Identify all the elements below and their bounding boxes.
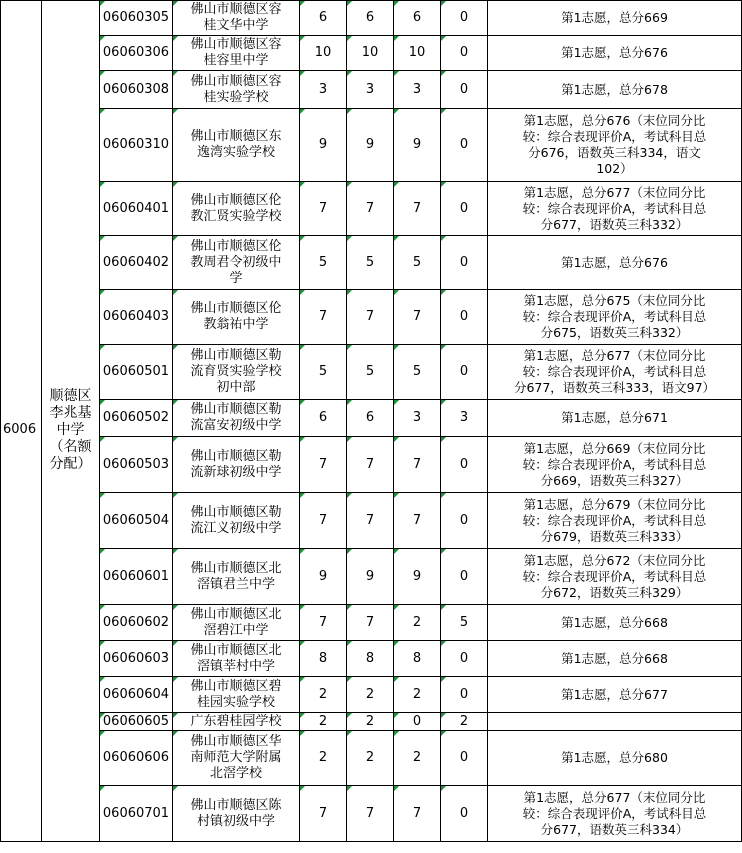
cell-line: 教周君令初级中 (190, 254, 282, 270)
school-name-cell[interactable] (173, 236, 300, 290)
plan-count-cell[interactable]: 10 (300, 36, 347, 71)
gap-count-cell[interactable]: 5 (441, 605, 488, 641)
school-code-cell[interactable]: 06060602 (100, 605, 173, 641)
admitted-count-cell[interactable]: 6 (347, 1, 394, 36)
cutoff-note-cell[interactable] (488, 605, 742, 641)
cutoff-note-cell[interactable] (488, 290, 742, 345)
school-code-cell[interactable]: 06060402 (100, 236, 173, 290)
cell-line: 第1志愿，总分671 (561, 410, 668, 425)
cell-line: 分677，语数英三科334） (540, 821, 689, 837)
admitted-count-cell[interactable]: 10 (347, 36, 394, 71)
table-row (1, 641, 742, 677)
school-name-cell[interactable] (173, 786, 300, 842)
cell-line: 第1志愿，总分679（末位同分比 (523, 496, 706, 512)
cell-line: 第1志愿，总分668 (561, 614, 668, 630)
filled-count-cell[interactable]: 5 (394, 345, 441, 400)
filled-count-cell[interactable]: 7 (394, 437, 441, 493)
school-name-cell[interactable] (173, 437, 300, 493)
cell-line: 滘镇君兰中学 (196, 576, 275, 592)
cell-line: 流新球初级中学 (190, 464, 282, 480)
cell-line: 中学 (56, 421, 85, 438)
plan-count-cell[interactable]: 6 (300, 400, 347, 437)
cell-line: 分676，语数英三科334，语文 (528, 145, 701, 160)
cell-line: 北滘学校 (209, 766, 262, 781)
gap-count-cell[interactable]: 0 (441, 236, 488, 290)
cutoff-note-cell[interactable] (488, 493, 742, 549)
cutoff-note-cell[interactable] (488, 36, 742, 71)
cutoff-note-cell[interactable] (488, 731, 742, 786)
district-name-cell[interactable] (42, 1, 100, 842)
cutoff-note-cell[interactable] (488, 549, 742, 605)
gap-count-cell[interactable]: 0 (441, 493, 488, 549)
cell-line: 教汇贤实验学校 (190, 208, 282, 224)
cell-line: 佛山市顺德区伦 (190, 238, 282, 254)
gap-count-cell[interactable]: 0 (441, 731, 488, 786)
cell-line: 分配） (49, 455, 92, 472)
table-row (1, 109, 742, 182)
cell-line: 佛山市顺德区勒 (190, 448, 282, 464)
cutoff-note-cell[interactable] (488, 236, 742, 290)
filled-count-cell[interactable]: 3 (394, 71, 441, 109)
cell-line: 第1志愿，总分669（末位同分比 (523, 440, 706, 456)
school-name-cell[interactable] (173, 71, 300, 109)
school-name-cell[interactable] (173, 36, 300, 71)
cell-line: 分672，语数英三科329） (540, 584, 689, 600)
filled-count-cell[interactable]: 9 (394, 549, 441, 605)
plan-count-cell[interactable]: 3 (300, 71, 347, 109)
cell-line: 滘镇莘村中学 (196, 658, 275, 674)
gap-count-cell[interactable]: 2 (441, 713, 488, 731)
filled-count-cell[interactable]: 7 (394, 493, 441, 549)
filled-count-cell[interactable]: 0 (394, 713, 441, 731)
admitted-count-cell[interactable]: 9 (347, 109, 394, 182)
plan-count-cell[interactable]: 5 (300, 236, 347, 290)
plan-count-cell[interactable]: 7 (300, 182, 347, 236)
cell-line: 分677，语数英三科332） (540, 216, 689, 232)
gap-count-cell[interactable]: 3 (441, 400, 488, 437)
district-code-cell[interactable]: 6006 (1, 1, 42, 842)
cell-line: 第1志愿，总分677 (561, 686, 668, 702)
cell-line: 第1志愿，总分672（末位同分比 (523, 552, 706, 568)
school-code-cell[interactable]: 06060605 (100, 713, 173, 731)
filled-count-cell[interactable]: 6 (394, 1, 441, 36)
table-row (1, 236, 742, 290)
cutoff-note-cell[interactable] (488, 1, 742, 36)
cell-line: 初中部 (216, 380, 256, 395)
school-code-cell[interactable]: 06060501 (100, 345, 173, 400)
cell-line: （名额 (49, 438, 92, 455)
cell-line: 佛山市顺德区东 (190, 129, 282, 144)
cell-line: 佛山市顺德区容 (190, 37, 282, 52)
table-row (1, 786, 742, 842)
cell-line: 佛山市顺德区伦 (190, 301, 282, 316)
cell-line: 第1志愿，总分680 (561, 750, 668, 765)
table-row (1, 1, 742, 36)
cell-line: 村镇初级中学 (196, 813, 275, 829)
cell-line: 佛山市顺德区勒 (190, 504, 282, 520)
admitted-count-cell[interactable]: 5 (347, 236, 394, 290)
cell-line: 第1志愿，总分675（末位同分比 (523, 293, 706, 308)
school-code-cell[interactable]: 06060403 (100, 290, 173, 345)
plan-count-cell[interactable]: 7 (300, 605, 347, 641)
table-row (1, 713, 742, 731)
gap-count-cell[interactable]: 0 (441, 71, 488, 109)
school-code-cell[interactable]: 06060701 (100, 786, 173, 842)
plan-count-cell[interactable]: 5 (300, 345, 347, 400)
cell-line: 分677，语数英三科333，语文97） (513, 380, 716, 395)
cell-line: 较：综合表现评价A，考试科目总 (522, 568, 707, 584)
cell-line: 第1志愿，总分678 (561, 81, 668, 97)
admitted-count-cell[interactable]: 7 (347, 290, 394, 345)
admitted-count-cell[interactable]: 6 (347, 400, 394, 437)
cell-line: 第1志愿，总分677（末位同分比 (523, 348, 706, 363)
cell-line: 第1志愿，总分676 (561, 45, 668, 60)
school-name-cell[interactable] (173, 400, 300, 437)
admitted-count-cell[interactable]: 5 (347, 345, 394, 400)
plan-count-cell[interactable]: 2 (300, 713, 347, 731)
cell-line: 第1志愿，总分668 (561, 650, 668, 666)
cell-line: 桂园实验学校 (196, 694, 275, 710)
school-code-cell[interactable]: 06060306 (100, 36, 173, 71)
gap-count-cell[interactable]: 0 (441, 641, 488, 677)
plan-count-cell[interactable]: 7 (300, 437, 347, 493)
school-code-cell[interactable]: 06060401 (100, 182, 173, 236)
cell-line: 分669，语数英三科327） (540, 472, 689, 488)
cell-line: 桂容里中学 (203, 53, 269, 68)
school-code-cell[interactable]: 06060504 (100, 493, 173, 549)
admitted-count-cell[interactable]: 7 (347, 605, 394, 641)
cutoff-note-cell[interactable] (488, 345, 742, 400)
school-name-cell[interactable] (173, 1, 300, 36)
filled-count-cell[interactable]: 2 (394, 677, 441, 713)
school-name-cell[interactable] (173, 290, 300, 345)
cell-line: 较：综合表现评价A，考试科目总 (522, 805, 707, 821)
school-name-cell[interactable] (173, 605, 300, 641)
gap-count-cell[interactable]: 0 (441, 290, 488, 345)
school-code-cell[interactable]: 06060308 (100, 71, 173, 109)
filled-count-cell[interactable]: 7 (394, 786, 441, 842)
cell-line: 较：综合表现评价A，考试科目总 (522, 364, 707, 379)
school-code-cell[interactable]: 06060502 (100, 400, 173, 437)
gap-count-cell[interactable]: 0 (441, 549, 488, 605)
school-name-cell[interactable] (173, 641, 300, 677)
filled-count-cell[interactable]: 2 (394, 605, 441, 641)
table-row (1, 493, 742, 549)
school-name-cell[interactable] (173, 182, 300, 236)
cell-line: 桂实验学校 (203, 89, 269, 105)
cell-line: 佛山市顺德区北 (190, 606, 282, 622)
cutoff-note-cell[interactable] (488, 71, 742, 109)
admitted-count-cell[interactable]: 2 (347, 677, 394, 713)
filled-count-cell[interactable]: 5 (394, 236, 441, 290)
school-code-cell[interactable]: 06060310 (100, 109, 173, 182)
filled-count-cell[interactable]: 7 (394, 182, 441, 236)
cutoff-note-cell[interactable] (488, 713, 742, 731)
cell-line: 第1志愿，总分676 (561, 254, 668, 270)
cell-line: 流育贤实验学校 (190, 364, 282, 379)
cell-line: 第1志愿，总分676（末位同分比 (523, 113, 706, 128)
plan-count-cell[interactable]: 6 (300, 1, 347, 36)
admitted-count-cell[interactable]: 8 (347, 641, 394, 677)
table-row (1, 549, 742, 605)
cell-line: 佛山市顺德区北 (190, 642, 282, 658)
cell-line: 佛山市顺德区北 (190, 560, 282, 576)
cutoff-note-cell[interactable] (488, 182, 742, 236)
filled-count-cell[interactable]: 10 (394, 36, 441, 71)
cutoff-note-cell[interactable] (488, 109, 742, 182)
table-row (1, 400, 742, 437)
cell-line: 较：综合表现评价A，考试科目总 (522, 512, 707, 528)
admitted-count-cell[interactable]: 2 (347, 731, 394, 786)
cell-line: 南师范大学附属 (190, 750, 282, 765)
filled-count-cell[interactable]: 9 (394, 109, 441, 182)
filled-count-cell[interactable]: 7 (394, 290, 441, 345)
gap-count-cell[interactable]: 0 (441, 1, 488, 36)
gap-count-cell[interactable]: 0 (441, 677, 488, 713)
school-name-cell[interactable] (173, 345, 300, 400)
cell-line: 较：综合表现评价A，考试科目总 (522, 456, 707, 472)
plan-count-cell[interactable]: 2 (300, 731, 347, 786)
cutoff-note-cell[interactable] (488, 400, 742, 437)
table-row (1, 290, 742, 345)
cell-line: 佛山市顺德区碧 (190, 678, 282, 694)
filled-count-cell[interactable]: 2 (394, 731, 441, 786)
school-code-cell[interactable]: 06060305 (100, 1, 173, 36)
plan-count-cell[interactable]: 2 (300, 677, 347, 713)
cell-line: 第1志愿，总分669 (561, 10, 668, 25)
gap-count-cell[interactable]: 0 (441, 182, 488, 236)
cell-line: 佛山市顺德区容 (190, 2, 282, 17)
plan-count-cell[interactable]: 7 (300, 493, 347, 549)
admitted-count-cell[interactable]: 7 (347, 182, 394, 236)
admitted-count-cell[interactable]: 2 (347, 713, 394, 731)
cell-line: 流富安初级中学 (190, 418, 282, 433)
cell-line: 佛山市顺德区勒 (190, 402, 282, 417)
admitted-count-cell[interactable]: 7 (347, 437, 394, 493)
table-row (1, 605, 742, 641)
admitted-count-cell[interactable]: 7 (347, 493, 394, 549)
cell-line: 流江义初级中学 (190, 520, 282, 536)
cell-line: 较：综合表现评价A，考试科目总 (522, 309, 707, 324)
school-code-cell[interactable]: 06060604 (100, 677, 173, 713)
filled-count-cell[interactable]: 3 (394, 400, 441, 437)
cell-line: 佛山市顺德区容 (190, 73, 282, 89)
cutoff-note-cell[interactable] (488, 641, 742, 677)
cutoff-note-cell[interactable] (488, 437, 742, 493)
cell-line: 第1志愿，总分677（末位同分比 (523, 789, 706, 805)
gap-count-cell[interactable]: 0 (441, 786, 488, 842)
table-row (1, 345, 742, 400)
plan-count-cell[interactable]: 9 (300, 109, 347, 182)
school-code-cell[interactable]: 06060603 (100, 641, 173, 677)
school-name-cell[interactable] (173, 493, 300, 549)
gap-count-cell[interactable]: 0 (441, 437, 488, 493)
school-name-cell[interactable] (173, 109, 300, 182)
cell-line: 李兆基 (49, 404, 92, 421)
cell-line: 佛山市顺德区伦 (190, 192, 282, 208)
admitted-count-cell[interactable]: 7 (347, 786, 394, 842)
cutoff-note-cell[interactable] (488, 786, 742, 842)
school-name-cell[interactable] (173, 677, 300, 713)
school-code-cell[interactable]: 06060503 (100, 437, 173, 493)
cell-line: 广东碧桂园学校 (190, 713, 282, 729)
cell-line: 第1志愿，总分677（末位同分比 (523, 184, 706, 200)
school-name-cell[interactable] (173, 731, 300, 786)
cell-line: 逸湾实验学校 (196, 145, 275, 160)
plan-count-cell[interactable]: 9 (300, 549, 347, 605)
plan-count-cell[interactable]: 7 (300, 290, 347, 345)
cutoff-note-cell[interactable] (488, 677, 742, 713)
cell-line: 佛山市顺德区华 (190, 734, 282, 749)
school-code-cell[interactable]: 06060606 (100, 731, 173, 786)
school-code-cell[interactable]: 06060601 (100, 549, 173, 605)
plan-count-cell[interactable]: 8 (300, 641, 347, 677)
cell-line: 桂文华中学 (203, 18, 269, 33)
cell-line: 分675，语数英三科332） (540, 325, 689, 340)
table-row (1, 731, 742, 786)
cell-line: 滘碧江中学 (203, 622, 269, 638)
gap-count-cell[interactable]: 0 (441, 36, 488, 71)
cell-line: 较：综合表现评价A，考试科目总 (522, 129, 707, 144)
school-name-cell[interactable] (173, 549, 300, 605)
plan-count-cell[interactable]: 7 (300, 786, 347, 842)
gap-count-cell[interactable]: 0 (441, 109, 488, 182)
table-row (1, 36, 742, 71)
table-body (1, 1, 742, 842)
cell-line: 较：综合表现评价A，考试科目总 (522, 200, 707, 216)
filled-count-cell[interactable]: 8 (394, 641, 441, 677)
table-row (1, 182, 742, 236)
table-row (1, 677, 742, 713)
cell-line: 102） (596, 161, 633, 176)
cell-line: 教翁祐中学 (203, 317, 269, 332)
table-row (1, 437, 742, 493)
table-row (1, 71, 742, 109)
cell-line: 佛山市顺德区陈 (190, 797, 282, 813)
cell-line: 佛山市顺德区勒 (190, 348, 282, 363)
cell-line: 分679，语数英三科333） (540, 528, 689, 544)
school-name-cell[interactable] (173, 713, 300, 731)
cell-line: 顺德区 (49, 387, 92, 404)
admitted-count-cell[interactable]: 9 (347, 549, 394, 605)
gap-count-cell[interactable]: 0 (441, 345, 488, 400)
cell-line: 学 (229, 270, 243, 286)
admitted-count-cell[interactable]: 3 (347, 71, 394, 109)
